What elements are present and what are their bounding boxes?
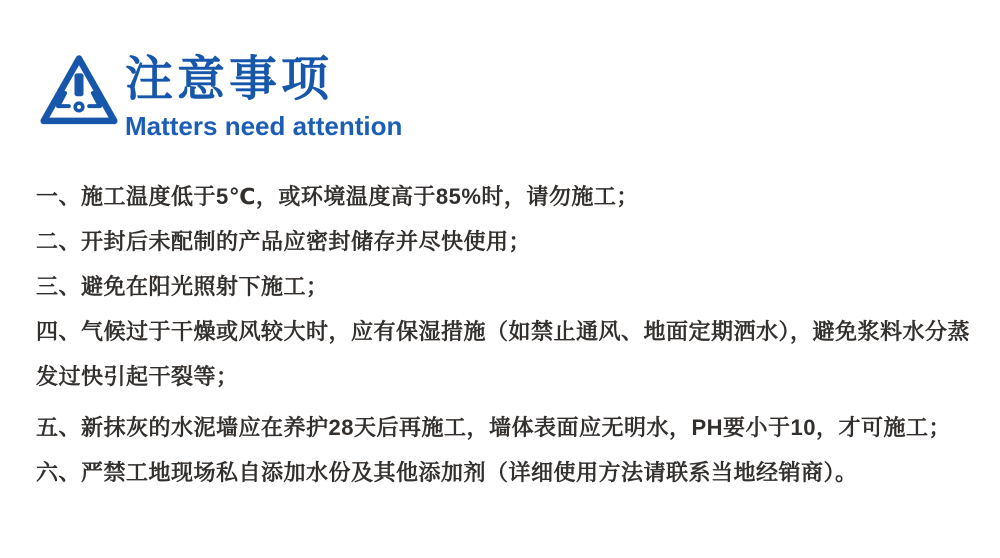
note-item-1: 一、施工温度低于5℃，或环境温度高于85%时，请勿施工； bbox=[36, 184, 639, 209]
note-item-5: 五、新抹灰的水泥墙应在养护28天后再施工，墙体表面应无明水，PH要小于10，才可施工； bbox=[36, 415, 952, 440]
notes-list bbox=[36, 174, 970, 495]
note-item-2: 二、开封后未配制的产品应密封储存并尽快使用； bbox=[36, 229, 532, 254]
notice-header bbox=[38, 50, 402, 141]
note-item-6: 六、严禁工地现场私自添加水份及其他添加剂（详细使用方法请联系当地经销商）。 bbox=[36, 460, 858, 485]
note-item-4: 四、气候过于干燥或风较大时，应有保湿措施（如禁止通风、地面定期洒水），避免浆料水分蒸发过快引起干裂等； bbox=[36, 319, 971, 389]
warning-triangle-icon bbox=[38, 50, 120, 136]
header-titles bbox=[125, 50, 402, 141]
page-title: 注意事项 bbox=[125, 53, 334, 106]
note-item-3: 三、避免在阳光照射下施工； bbox=[36, 274, 329, 299]
page-subtitle: Matters need attention bbox=[125, 111, 403, 141]
